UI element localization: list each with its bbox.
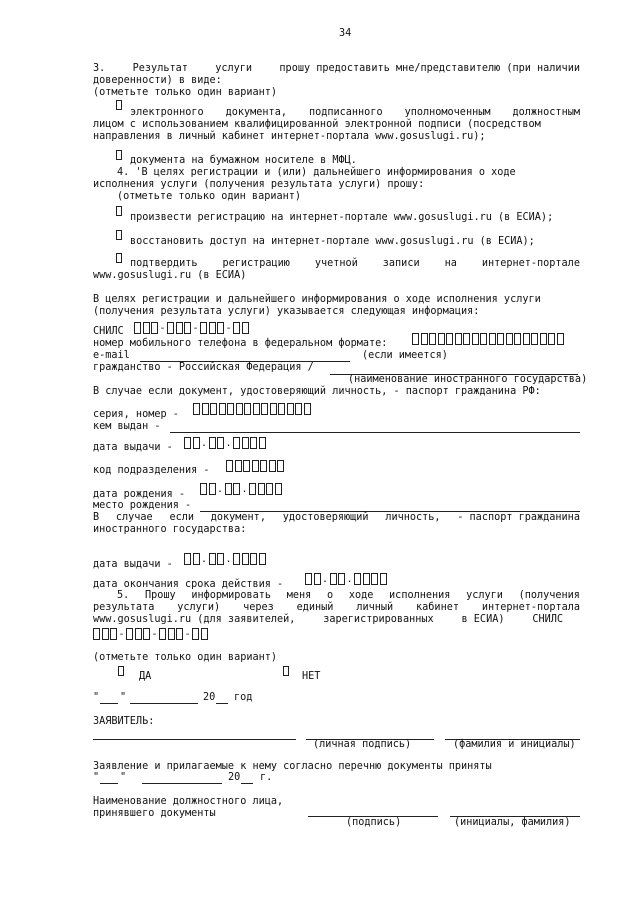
option-restore-access: восстановить доступ на интернет-портале www.gosuslugi.ru (в ЕСИА);: [130, 236, 535, 247]
date-quote-open: ": [93, 692, 100, 703]
accepted-line-1: Заявление и прилагаемые к нему согласно перечню документы приняты: [93, 761, 492, 772]
date-day-field[interactable]: [100, 703, 118, 704]
date-year-prefix: 20: [203, 692, 216, 703]
series-label: серия, номер -: [93, 409, 179, 420]
page-number: 34: [339, 28, 352, 39]
checkbox-electronic-document[interactable]: [116, 100, 122, 110]
series-boxes[interactable]: [193, 403, 312, 415]
option-register: произвести регистрацию на интернет-портале www.gosuslugi.ru (в ЕСИА);: [130, 212, 554, 223]
expiry-date-label: дата окончания срока действия -: [93, 579, 284, 590]
issue-date-2-boxes[interactable]: . .: [184, 553, 267, 565]
option-electronic-line-2: лицом с использованием квалифицированной электронной подписи (посредством: [93, 119, 541, 130]
info-line-1: В целях регистрации и дальнейшего информирования о ходе исполнения услуги: [93, 294, 541, 305]
birth-date-label: дата рождения -: [93, 489, 186, 500]
issued-by-field[interactable]: [170, 432, 580, 433]
issue-date-label: дата выдачи -: [93, 442, 173, 453]
section-3-note: (отметьте только один вариант): [93, 87, 278, 98]
phone-label: номер мобильного телефона в федеральном формате:: [93, 338, 388, 349]
foreign-passport-heading-line-1: В случае если документ, удостоверяющий личность, - паспорт гражданина: [93, 512, 580, 523]
option-electronic-line-1: электронного документа, подписанного уполномоченным должностным: [130, 107, 580, 118]
checkbox-confirm-account[interactable]: [116, 253, 122, 263]
citizenship-label: гражданство - Российская Федерация /: [93, 362, 314, 373]
official-signature-note: (подпись): [346, 817, 402, 828]
checkbox-no[interactable]: [283, 666, 289, 676]
applicant-label: ЗАЯВИТЕЛЬ:: [93, 716, 155, 727]
section-5-line-1: 5. Прошу информировать меня о ходе исполнения услуги (получения: [117, 590, 580, 601]
phone-boxes[interactable]: [412, 333, 565, 345]
email-label: e-mail: [93, 350, 130, 361]
option-electronic-line-3: направления в личный кабинет интернет-портала www.gosuslugi.ru);: [93, 131, 486, 142]
checkbox-restore-access[interactable]: [116, 230, 122, 240]
foreign-passport-heading-line-2: иностранного государства:: [93, 524, 247, 535]
official-line-2: принявшего документы: [93, 808, 216, 819]
option-no: НЕТ: [302, 671, 321, 682]
date-quote-close: ": [120, 692, 127, 703]
option-confirm-account-line-1: подтвердить регистрацию учетной записи на интернет-портале: [130, 258, 580, 269]
accepted-month-field[interactable]: [142, 783, 222, 784]
date-year-suffix: год: [234, 692, 253, 703]
official-name-note: (инициалы, фамилия): [454, 817, 571, 828]
expiry-date-boxes[interactable]: . .: [305, 573, 388, 585]
checkbox-register[interactable]: [116, 206, 122, 216]
accepted-day-field[interactable]: [100, 783, 118, 784]
section-5-note: (отметьте только один вариант): [93, 652, 278, 663]
issue-date-boxes[interactable]: . .: [184, 437, 267, 449]
accepted-quote-open: ": [93, 772, 100, 783]
applicant-line-left[interactable]: [93, 739, 296, 740]
checkbox-paper-document[interactable]: [116, 150, 122, 160]
accepted-year-prefix: 20: [228, 772, 241, 783]
applicant-name-note: (фамилия и инициалы): [453, 739, 576, 750]
accepted-year-suffix: г.: [260, 772, 273, 783]
email-note: (если имеется): [362, 350, 448, 361]
snils-boxes[interactable]: - - -: [134, 322, 250, 334]
section-3-line-1: 3. Результат услуги прошу предоставить мне/представителю (при наличии: [93, 63, 580, 74]
dept-code-label: код подразделения -: [93, 465, 210, 476]
birth-place-label: место рождения -: [93, 500, 192, 511]
issue-date-2-label: дата выдачи -: [93, 559, 173, 570]
date-year-field[interactable]: [216, 703, 228, 704]
official-line-1: Наименование должностного лица,: [93, 796, 284, 807]
birth-date-boxes[interactable]: . .: [200, 483, 283, 495]
section-3-line-2: доверенности) в виде:: [93, 75, 222, 86]
passport-rf-heading: В случае если документ, удостоверяющий личность, - паспорт гражданина РФ:: [93, 386, 541, 397]
section-5-line-3: www.gosuslugi.ru (для заявителей, зарегистрированных в ЕСИА) СНИЛС: [93, 614, 563, 625]
accepted-year-field[interactable]: [241, 783, 253, 784]
option-paper-document: документа на бумажном носителе в МФЦ.: [130, 155, 357, 166]
accepted-quote-close: ": [120, 772, 127, 783]
issued-by-label: кем выдан -: [93, 421, 161, 432]
foreign-state-note: (наименование иностранного государства): [348, 374, 588, 385]
option-yes: ДА: [139, 671, 152, 682]
info-line-2: (получения результата услуги) указывается следующая информация:: [93, 306, 480, 317]
date-month-field[interactable]: [130, 703, 198, 704]
section-4-note: (отметьте только один вариант): [117, 191, 302, 202]
snils-label: СНИЛС: [93, 326, 124, 337]
checkbox-yes[interactable]: [118, 666, 124, 676]
section-5-line-2: результата услуги) через единый личный кабинет интернет-портала: [93, 602, 580, 613]
section-4-line-2: исполнения услуги (получения результата услуги) прошу:: [93, 179, 425, 190]
applicant-signature-note: (личная подпись): [313, 739, 412, 750]
option-confirm-account-line-2: www.gosuslugi.ru (в ЕСИА): [93, 270, 247, 281]
snils-2-boxes[interactable]: - - -: [93, 628, 209, 640]
section-4-line-1: 4. 'В целях регистрации и (или) дальнейшего информирования о ходе: [117, 167, 516, 178]
dept-code-boxes[interactable]: [226, 460, 286, 472]
